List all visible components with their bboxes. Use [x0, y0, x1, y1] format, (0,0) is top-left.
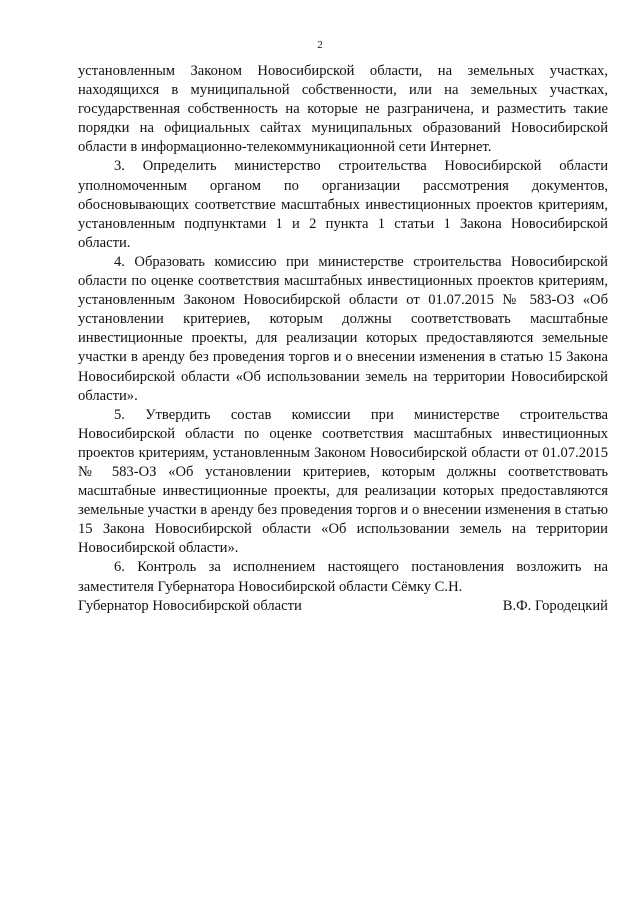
paragraph-item-5: 5. Утвердить состав комиссии при министерстве строительства Новосибирской области по оценке соответствия масштабных инвестиционных проектов критериям, установленным Законом Новосибирской области от 01.07.2015 № 583-ОЗ «Об установлении критериев, которым должны соответствовать масштабные инвестиционные проекты, для реализации которых предоставляются земельные участки в аренду без проведения торгов и о внесении изменения в статью 15 Закона Новосибирской области «Об использовании земель на территории Новосибирской области». — [78, 406, 608, 557]
paragraph-item-3: 3. Определить министерство строительства Новосибирской области уполномоченным органом по организации рассмотрения документов, обосновывающих соответствие масштабных инвестиционных проектов критериям, установленным подпунктами 1 и 2 пункта 1 статьи 1 Закона Новосибирской области. — [78, 158, 608, 251]
page-number: 2 — [317, 39, 323, 51]
signatory-name: В.Ф. Городецкий — [502, 598, 608, 614]
paragraph-item-6: 6. Контроль за исполнением настоящего постановления возложить на заместителя Губернатора Новосибирской области Сёмку С.Н. — [78, 559, 608, 595]
document-body — [78, 62, 608, 597]
paragraph-item-4: 4. Образовать комиссию при министерстве строительства Новосибирской области по оценке соответствия масштабных инвестиционных проектов критериям, установленным Законом Новосибирской области от 01.07.2015 № 583-ОЗ «Об установлении критериев, которым должны соответствовать масштабные инвестиционные проекты, для реализации которых предоставляются земельные участки в аренду без проведения торгов и о внесении изменения в статью 15 Закона Новосибирской области «Об использовании земель на территории Новосибирской области». — [78, 253, 608, 404]
signatory-position: Губернатор Новосибирской области — [78, 598, 302, 614]
signature-block — [78, 597, 608, 616]
paragraph-continuation: установленным Законом Новосибирской области, на земельных участках, находящихся в муниципальной собственности, или на земельных участках, государственная собственность на которые не разграничена, и разместить такие порядки на официальных сайтах муниципальных образований Новосибирской области в информационно-телекоммуникационной сети Интернет. — [78, 63, 608, 156]
